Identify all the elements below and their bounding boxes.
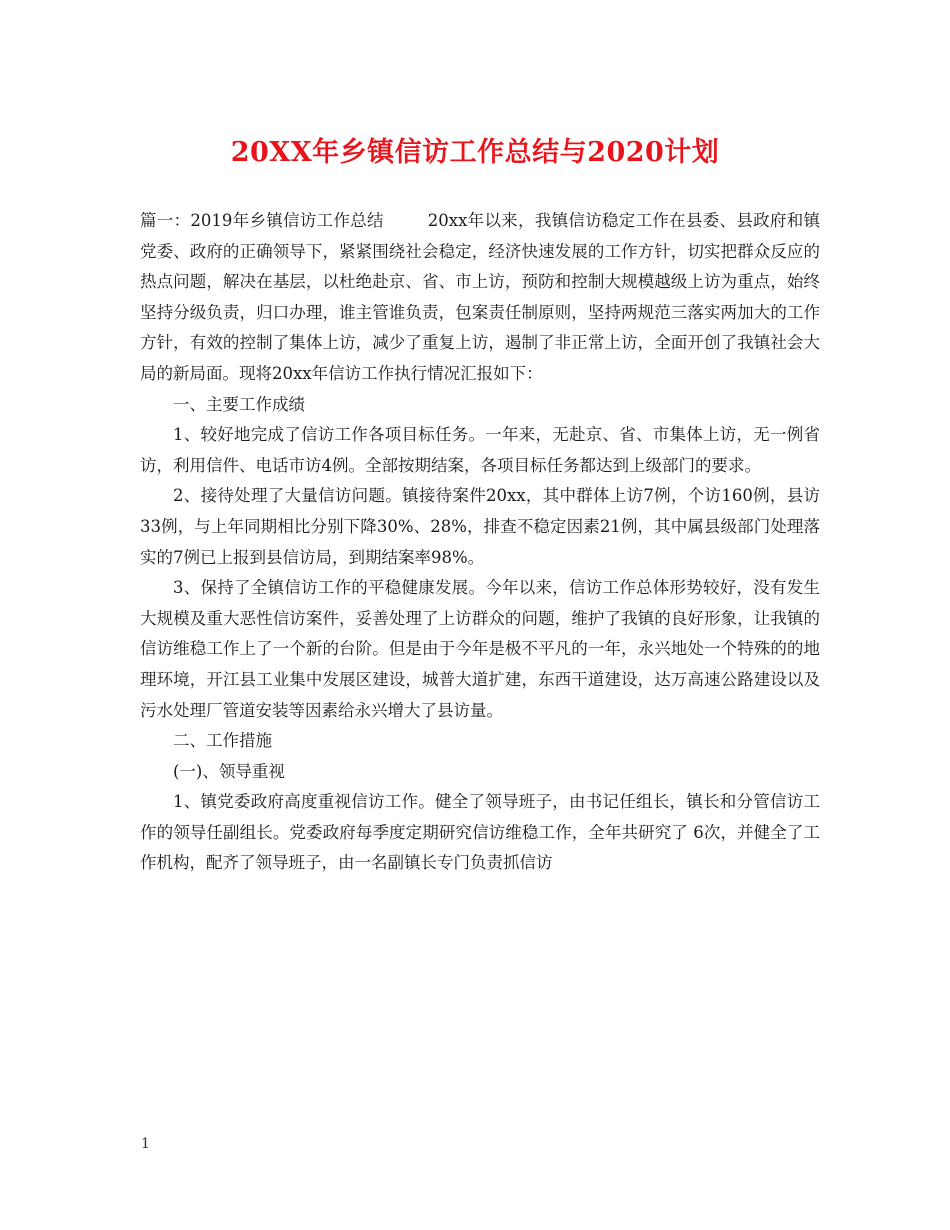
page-number: 1 (141, 1136, 150, 1152)
paragraph-item-1: 1、较好地完成了信访工作各项目标任务。一年来，无赴京、省、市集体上访，无一例省访，利用信件、电话市访4例。全部按期结案，各项目标任务都达到上级部门的要求。 (140, 425, 820, 475)
document-body (140, 206, 820, 879)
paragraph-item-2: 2、接待处理了大量信访问题。镇接待案件20xx，其中群体上访7例，个访160例，县访33例，与上年同期相比分别下降30%、28%，排查不稳定因素21例，其中属县级部门处理落实的7例已上报到县信访局，到期结案率98%。 (140, 486, 820, 567)
paragraph-item-3: 3、保持了全镇信访工作的平稳健康发展。今年以来，信访工作总体形势较好，没有发生大规模及重大恶性信访案件，妥善处理了上访群众的问题，维护了我镇的良好形象，让我镇的信访维稳工作上了一个新的台阶。但是由于今年是极不平凡的一年，永兴地处一个特殊的的地理环境，开江县工业集中发展区建设，城普大道扩建，东西干道建设，达万高速公路建设以及污水处理厂管道安装等因素给永兴增大了县访量。 (140, 578, 820, 720)
intro-paragraph (140, 206, 820, 390)
section-heading-main-results: 一、主要工作成绩 (173, 394, 305, 414)
subsection-heading-leadership: (一)、领导重视 (173, 761, 285, 781)
intro-heading: 篇一：2019年乡镇信访工作总结 (140, 211, 384, 230)
document-title: 20XX年乡镇信访工作总结与2020计划 (230, 137, 720, 168)
section-heading-work-measures: 二、工作措施 (173, 731, 272, 751)
intro-body: 20xx年以来，我镇信访稳定工作在县委、县政府和镇党委、政府的正确领导下，紧紧围绕社会稳定，经济快速发展的工作方针，切实把群众反应的热点问题，解决在基层，以杜绝赴京、省、市上访，预防和控制大规模越级上访为重点，始终坚持分级负责，归口办理，谁主管谁负责，包案责任制原则，坚持两规范三落实两加大的工作方针，有效的控制了集体上访，减少了重复上访，遏制了非正常上访，全面开创了我镇社会大局的新局面。现将20xx年信访工作执行情况汇报如下： (140, 211, 820, 383)
paragraph-item-4: 1、镇党委政府高度重视信访工作。健全了领导班子，由书记任组长，镇长和分管信访工作的领导任副组长。党委政府每季度定期研究信访维稳工作，全年共研究了 6次，并健全了工作机构，配齐了领导班子，由一名副镇长专门负责抓信访 (140, 792, 820, 873)
